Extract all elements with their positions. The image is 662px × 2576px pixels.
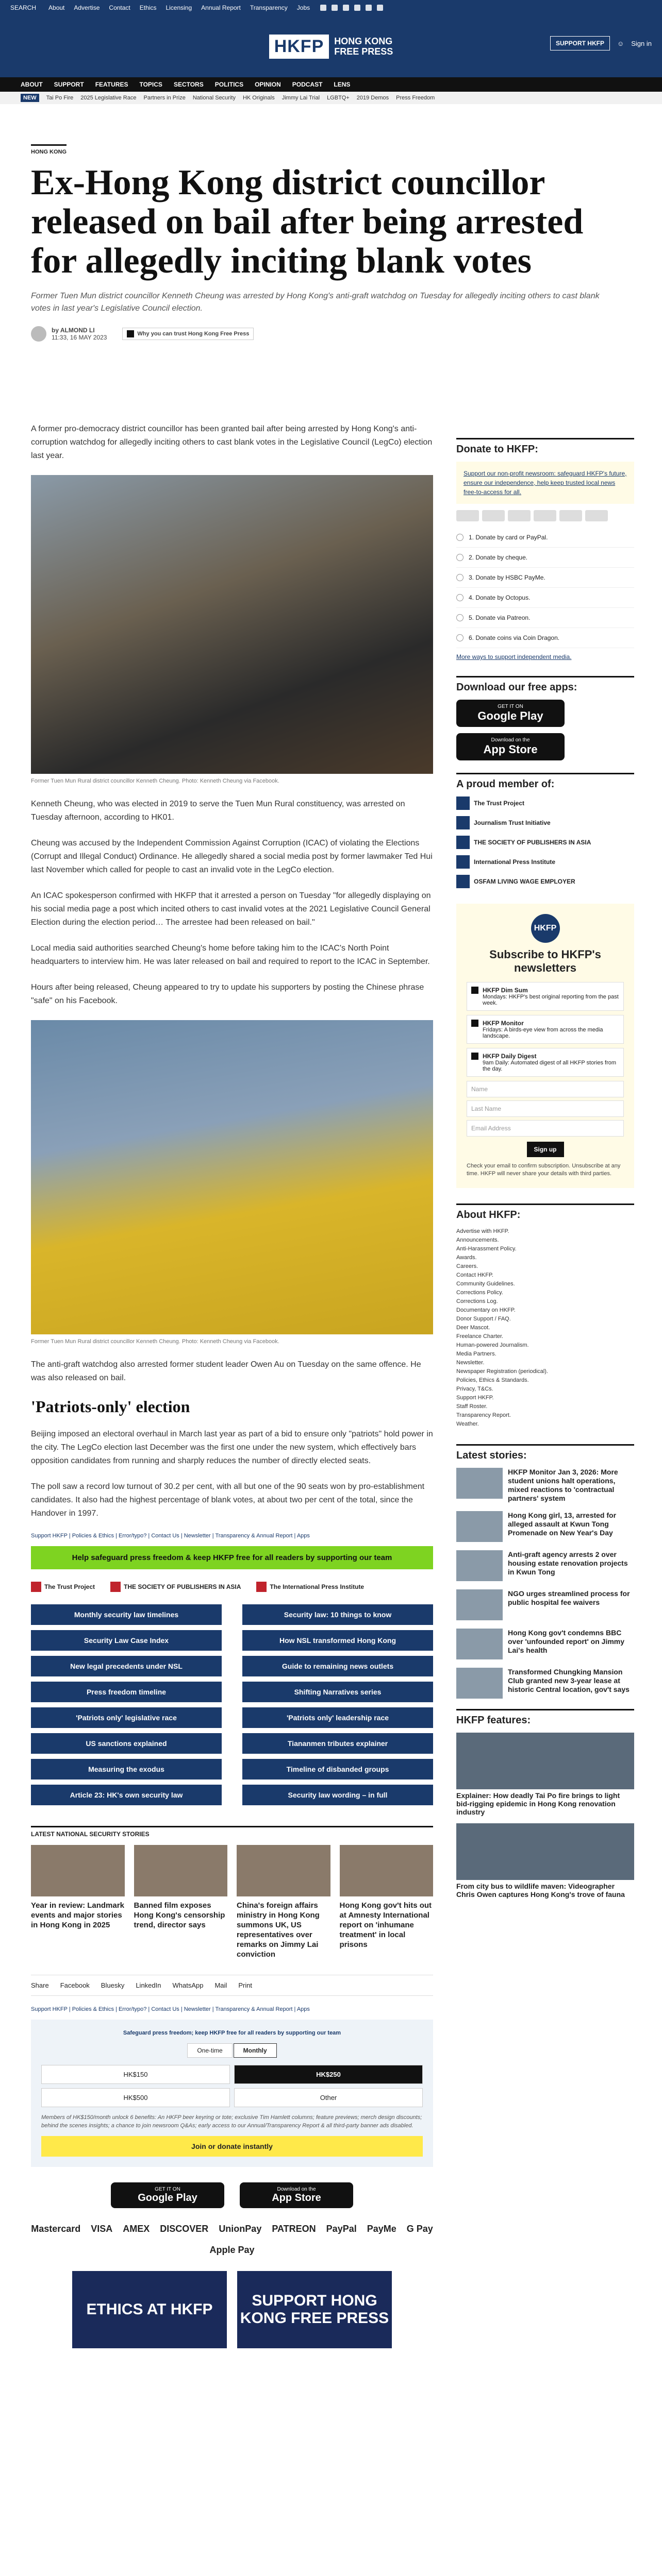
topic-button[interactable]: Guide to remaining news outlets xyxy=(242,1656,433,1676)
story-title: Hong Kong girl, 13, arrested for alleged assault at Kwun Tong Promenade on New Year's Day xyxy=(508,1511,617,1537)
payment-logo: UnionPay xyxy=(219,2224,262,2234)
article-header xyxy=(0,104,662,342)
share-bar xyxy=(31,1975,433,1996)
latest-story[interactable] xyxy=(456,1629,634,1659)
social-icons xyxy=(320,5,383,11)
about-link[interactable]: Corrections Log. xyxy=(456,1298,498,1304)
support-banner[interactable]: Help safeguard press freedom & keep HKFP free for all readers by supporting our team xyxy=(31,1546,433,1569)
features-title: HKFP features: xyxy=(456,1709,634,1726)
about-link[interactable]: Staff Roster. xyxy=(456,1403,488,1410)
newsletter-title: Subscribe to HKFP's newsletters xyxy=(489,948,601,974)
utility-link[interactable]: Advertise xyxy=(74,4,100,11)
latest-title: Latest stories: xyxy=(456,1444,634,1462)
topic-button[interactable]: Tiananmen tributes explainer xyxy=(242,1733,433,1754)
apps-title: Download our free apps: xyxy=(456,676,634,693)
checkbox-icon[interactable] xyxy=(471,1020,478,1027)
latest-story[interactable] xyxy=(456,1550,634,1581)
article-photo xyxy=(31,1020,433,1334)
byline xyxy=(31,326,631,342)
share-link[interactable]: Share xyxy=(31,1981,49,1989)
section-heading: 'Patriots-only' election xyxy=(31,1397,190,1416)
donate-option[interactable] xyxy=(456,628,634,648)
member-icon xyxy=(456,855,470,869)
story-title: HKFP Monitor Jan 3, 2026: More student unions halt operations, mixed reactions to 'contractual partners' system xyxy=(508,1468,618,1502)
donate-option-label: 2. Donate by cheque. xyxy=(469,554,528,561)
topic-button[interactable]: Press freedom timeline xyxy=(31,1682,222,1702)
donate-options xyxy=(456,528,634,648)
x-icon[interactable] xyxy=(332,5,338,11)
main-nav-item[interactable]: LENS xyxy=(334,81,351,88)
publisher-logo[interactable] xyxy=(31,1582,95,1592)
utility-link[interactable]: About xyxy=(48,4,65,11)
donate-option[interactable] xyxy=(456,588,634,608)
author-name[interactable]: by ALMOND LI xyxy=(52,327,95,334)
feature-title[interactable]: Explainer: How deadly Tai Po fire brings to light bid-rigging epidemic in Hong Kong renovation industry xyxy=(456,1791,620,1816)
article-body xyxy=(31,422,433,2348)
paragraph: Cheung was accused by the Independent Commission Against Corruption (ICAC) of violating the Elections (Corrupt and Illegal Conduct) Ordinance. He allegedly shared a social media post by former lawmaker Ted Hui last November which called for people to cast an invalid vote in the LegCo election. xyxy=(31,839,433,874)
publish-date: 11:33, 16 MAY 2023 xyxy=(52,334,107,341)
donate-tagline: Safeguard press freedom; keep HKFP free for all readers by supporting our team xyxy=(123,2030,341,2036)
support-promo-banner[interactable]: SUPPORT HONG KONG FREE PRESS xyxy=(237,2271,392,2348)
trending-link[interactable]: National Security xyxy=(192,95,236,101)
donate-title: Donate to HKFP: xyxy=(456,438,634,455)
donate-option[interactable] xyxy=(456,548,634,568)
publisher-logo[interactable] xyxy=(256,1582,364,1592)
story-thumbnail xyxy=(340,1845,434,1896)
story-thumbnail xyxy=(456,1629,503,1659)
topic-button[interactable]: Article 23: HK's own security law xyxy=(31,1785,222,1805)
more-ways-link[interactable]: More ways to support independent media. xyxy=(456,653,572,660)
about-link[interactable]: Donor Support / FAQ. xyxy=(456,1316,511,1322)
story-title: Anti-graft agency arrests 2 over housing estate renovation projects in Kwun Tong xyxy=(508,1550,628,1576)
share-link[interactable]: Bluesky xyxy=(101,1981,125,1989)
story-title: Hong Kong gov't condemns BBC over 'unfounded report' on Jimmy Lai's health xyxy=(508,1629,625,1654)
latest-story[interactable] xyxy=(456,1589,634,1620)
story-thumbnail xyxy=(31,1845,125,1896)
story-card[interactable] xyxy=(134,1845,228,1959)
story-card[interactable] xyxy=(31,1845,125,1959)
about-link[interactable]: Anti-Harassment Policy. xyxy=(456,1246,517,1252)
trending-link[interactable]: LGBTQ+ xyxy=(327,95,350,101)
newsletter-name: HKFP Monitor xyxy=(483,1020,524,1027)
story-thumbnail xyxy=(456,1550,503,1581)
radio-icon xyxy=(456,634,464,641)
main-nav xyxy=(0,77,662,92)
story-title: China's foreign affairs ministry in Hong Kong summons UK, US representatives over remarks on Jimmy Lai conviction xyxy=(237,1901,320,1959)
card-icons xyxy=(456,510,634,521)
footer-links[interactable]: Support HKFP | Policies & Ethics | Error/typo? | Contact Us | Newsletter | Transparency & Annual Report | Apps xyxy=(31,2006,310,2012)
about-link[interactable]: Advertise with HKFP. xyxy=(456,1228,509,1234)
topic-button[interactable]: 'Patriots only' leadership race xyxy=(242,1707,433,1728)
topic-button[interactable]: Security law: 10 things to know xyxy=(242,1604,433,1625)
linkedin-icon[interactable] xyxy=(366,5,372,11)
email-field[interactable]: Email Address xyxy=(467,1120,624,1137)
about-link[interactable]: Careers. xyxy=(456,1263,478,1269)
publisher-logos xyxy=(31,1582,433,1592)
member-icon xyxy=(456,836,470,849)
topic-button[interactable]: Monthly security law timelines xyxy=(31,1604,222,1625)
story-title: Hong Kong gov't hits out at Amnesty International report on 'inhumane treatment' in local prisons xyxy=(339,1901,432,1949)
story-thumbnail xyxy=(237,1845,330,1896)
donate-option-label: 6. Donate coins via Coin Dragon. xyxy=(469,634,560,641)
ethics-banner[interactable]: ETHICS AT HKFP xyxy=(72,2271,227,2348)
latest-heading: LATEST NATIONAL SECURITY STORIES xyxy=(31,1826,433,1838)
story-title: Banned film exposes Hong Kong's censorship trend, director says xyxy=(134,1901,225,1929)
feature-title[interactable]: From city bus to wildlife maven: Videographer Chris Owen captures Hong Kong's trove of fauna xyxy=(456,1882,625,1899)
story-thumbnail xyxy=(456,1589,503,1620)
utility-link[interactable]: Jobs xyxy=(296,4,310,11)
about-link[interactable]: Support HKFP. xyxy=(456,1395,494,1401)
topic-grid xyxy=(31,1604,433,1805)
trending-link[interactable]: HK Originals xyxy=(242,95,275,101)
publisher-icon xyxy=(31,1582,41,1592)
signup-button[interactable]: Sign up xyxy=(527,1142,564,1157)
newsletter-signup xyxy=(456,904,634,1188)
radio-icon xyxy=(456,534,464,541)
donate-option-label: 5. Donate via Patreon. xyxy=(469,614,531,621)
photo-caption: Former Tuen Mun Rural district councillor Kenneth Cheung. Photo: Kenneth Cheung via Facebook. xyxy=(31,778,279,784)
paragraph: Beijing imposed an electoral overhaul in March last year as part of a bid to ensure only "patriots" hold power in the city. The LegCo election last December was the first one under the new system, which effectively bars opposition candidates from running and sharply reduces the number of directly elected seats. xyxy=(31,1430,433,1465)
trust-badge[interactable]: Why you can trust Hong Kong Free Press xyxy=(122,328,254,340)
story-card[interactable] xyxy=(340,1845,434,1959)
story-thumbnail xyxy=(456,1468,503,1499)
donate-option[interactable] xyxy=(456,568,634,588)
topic-button[interactable]: Security law wording – in full xyxy=(242,1785,433,1805)
publisher-name: THE SOCIETY OF PUBLISHERS IN ASIA xyxy=(124,1583,241,1590)
sidebar-app-store[interactable]: Download on the App Store xyxy=(456,733,565,760)
trending-link[interactable]: Partners in Prize xyxy=(143,95,186,101)
trending-link[interactable]: Tai Po Fire xyxy=(46,95,74,101)
member-icon xyxy=(456,875,470,888)
instagram-icon[interactable] xyxy=(343,5,349,11)
donate-option-label: 1. Donate by card or PayPal. xyxy=(469,534,548,541)
category-label[interactable]: HONG KONG xyxy=(31,144,67,155)
new-badge: NEW xyxy=(21,94,39,102)
donate-option[interactable] xyxy=(456,528,634,548)
latest-story[interactable] xyxy=(456,1668,634,1699)
paragraph: An ICAC spokesperson confirmed with HKFP that it arrested a person on Tuesday "for allegedly displaying on his social media page a post which incited others to cast invalid votes at the 2021 Legislative Council General Election during the election period… The arrestee had been released on bail." xyxy=(31,891,431,927)
amount-option[interactable]: HK$150 xyxy=(41,2065,230,2084)
share-link[interactable]: WhatsApp xyxy=(172,1981,204,1989)
share-link[interactable]: LinkedIn xyxy=(136,1981,161,1989)
topic-button[interactable]: Shifting Narratives series xyxy=(242,1682,433,1702)
radio-icon xyxy=(456,574,464,581)
checkbox-icon[interactable] xyxy=(471,1053,478,1060)
payment-logo: Mastercard xyxy=(31,2224,81,2234)
sidebar-google-play[interactable]: GET IT ON Google Play xyxy=(456,700,565,727)
paragraph: Local media said authorities searched Cheung's home before taking him to the ICAC's North Point headquarters to interview him. He was later released on bail and required to report to the ICAC in September. xyxy=(31,944,430,966)
main-nav-item[interactable]: FEATURES xyxy=(95,81,128,88)
about-link[interactable]: Documentary on HKFP. xyxy=(456,1307,516,1313)
topic-button[interactable]: Measuring the exodus xyxy=(31,1759,222,1780)
donate-widget xyxy=(31,2020,433,2167)
frequency-toggle xyxy=(41,2043,423,2058)
latest-story[interactable] xyxy=(456,1511,634,1542)
feature-stories xyxy=(456,1733,634,1899)
publisher-name: The International Press Institute xyxy=(270,1583,365,1590)
member-logo[interactable] xyxy=(456,875,634,888)
newsletter-option[interactable] xyxy=(467,982,624,1011)
rss-icon[interactable] xyxy=(377,5,383,11)
site-logo[interactable]: HKFP HONG KONG FREE PRESS xyxy=(269,35,393,59)
donate-option[interactable] xyxy=(456,608,634,628)
members-benefits: Members of HK$150/month unlock 6 benefits: An HKFP beer keyring or tote; exclusive Tim Hamlett columns; feature previews; merch design discounts; behind the scenes insights; a chance to join newsroom Q&As; early access to our Annual/Transparency Report & all third-party banner ads disabled. xyxy=(41,2114,422,2129)
about-title: About HKFP: xyxy=(456,1204,634,1221)
member-name: Journalism Trust Initiative xyxy=(474,819,551,826)
topic-button[interactable]: 'Patriots only' legislative race xyxy=(31,1707,222,1728)
about-link[interactable]: Awards. xyxy=(456,1255,477,1261)
member-logo[interactable] xyxy=(456,816,634,829)
topic-button[interactable]: Timeline of disbanded groups xyxy=(242,1759,433,1780)
join-button[interactable]: Join or donate instantly xyxy=(41,2136,423,2157)
about-link[interactable]: Policies, Ethics & Standards. xyxy=(456,1377,529,1383)
about-link[interactable]: Transparency Report. xyxy=(456,1412,511,1418)
paragraph: The poll saw a record low turnout of 30.2 per cent, with all but one of the 90 seats won by pro-establishment candidates. It also had the highest percentage of blank votes, at about two per cent of the total, since the Handover in 1997. xyxy=(31,1482,425,1518)
main-nav-item[interactable]: SECTORS xyxy=(173,81,204,88)
hkfp-badge: HKFP xyxy=(531,914,560,943)
newsletter-desc: Fridays: A birds-eye view from across the media landscape. xyxy=(483,1027,603,1039)
about-link[interactable]: Weather. xyxy=(456,1421,479,1427)
monthly-tab[interactable]: Monthly xyxy=(234,2043,277,2058)
article-title: Ex-Hong Kong district councillor released on bail after being arrested for allegedly inciting blank votes xyxy=(31,163,584,281)
main-nav-item[interactable]: SUPPORT xyxy=(54,81,84,88)
photo-caption: Former Tuen Mun Rural district councillor Kenneth Cheung. Photo: Kenneth Cheung via Facebook. xyxy=(31,1338,279,1345)
story-title: Year in review: Landmark events and major stories in Hong Kong in 2025 xyxy=(31,1901,124,1929)
one-time-tab[interactable]: One-time xyxy=(187,2043,232,2058)
payment-logo: PATREON xyxy=(272,2224,316,2234)
share-link[interactable]: Print xyxy=(238,1981,253,1989)
youtube-icon[interactable] xyxy=(354,5,360,11)
story-title: NGO urges streamlined process for public hospital fee waivers xyxy=(508,1589,630,1606)
feature-image[interactable] xyxy=(456,1733,634,1789)
donate-option-label: 4. Donate by Octopus. xyxy=(469,594,531,601)
publisher-icon xyxy=(256,1582,267,1592)
support-hkfp-button[interactable]: SUPPORT HKFP xyxy=(550,36,610,50)
payment-logo: PayPal xyxy=(326,2224,357,2234)
newsletter-name: HKFP Dim Sum xyxy=(483,987,528,994)
author-avatar xyxy=(31,326,46,342)
google-play-button[interactable]: GET IT ON Google Play xyxy=(111,2182,224,2208)
story-thumbnail xyxy=(456,1668,503,1699)
feature-image[interactable] xyxy=(456,1823,634,1880)
paragraph: The anti-graft watchdog also arrested former student leader Owen Au on Tuesday on the same offence. He was also released on bail. xyxy=(31,1360,421,1382)
about-link[interactable]: Newsletter. xyxy=(456,1360,485,1366)
topic-button[interactable]: How NSL transformed Hong Kong xyxy=(242,1630,433,1651)
article-excerpt: Former Tuen Mun district councillor Kenneth Cheung was arrested by Hong Kong's anti-graft watchdog on Tuesday for allegedly inciting others to cast blank votes in last year's Legislative Council election. xyxy=(31,292,600,313)
payment-logo: PayMe xyxy=(367,2224,396,2234)
utility-nav xyxy=(48,4,310,11)
member-name: The Trust Project xyxy=(474,800,525,807)
newsletter-desc: 9am Daily: Automated digest of all HKFP stories from the day. xyxy=(483,1060,617,1072)
main-nav-item[interactable]: ABOUT xyxy=(21,81,43,88)
about-list xyxy=(456,1227,634,1429)
amount-options xyxy=(41,2065,423,2107)
story-title: Transformed Chungking Mansion Club granted new 3-year lease at historic Central location, gov't says xyxy=(508,1668,630,1693)
trending-link[interactable]: Jimmy Lai Trial xyxy=(282,95,320,101)
share-link[interactable]: Mail xyxy=(214,1981,227,1989)
top-utility-bar xyxy=(0,0,662,15)
newsletter-option[interactable] xyxy=(467,1015,624,1044)
utility-link[interactable]: Contact xyxy=(109,4,130,11)
about-link[interactable]: Newspaper Registration (periodical). xyxy=(456,1368,548,1375)
utility-link[interactable]: Transparency xyxy=(250,4,288,11)
app-store-buttons xyxy=(31,2182,433,2208)
trending-nav xyxy=(0,92,662,104)
donate-text: Support our non-profit newsroom: safeguard HKFP's future, ensure our independence, help keep trusted local news free-to-access for all. xyxy=(456,462,634,504)
newsletter-option[interactable] xyxy=(467,1048,624,1077)
topic-button[interactable]: New legal precedents under NSL xyxy=(31,1656,222,1676)
member-logo[interactable] xyxy=(456,855,634,869)
radio-icon xyxy=(456,594,464,601)
topic-button[interactable]: Security Law Case Index xyxy=(31,1630,222,1651)
promo-banners xyxy=(31,2271,433,2348)
member-logo[interactable] xyxy=(456,836,634,849)
sidebar xyxy=(456,438,634,1906)
payment-logo: Apple Pay xyxy=(209,2245,255,2255)
utility-link[interactable]: Licensing xyxy=(166,4,192,11)
utility-link[interactable]: Ethics xyxy=(139,4,157,11)
paragraph: A former pro-democracy district councillor has been granted bail after being arrested by Hong Kong's anti-corruption watchdog for allegedly inciting others to cast blank votes in the Legislative Council (LegCo) election last year. xyxy=(31,425,433,460)
latest-security-stories xyxy=(31,1826,433,1959)
about-link[interactable]: Privacy, T&Cs. xyxy=(456,1386,493,1392)
about-link[interactable]: Freelance Charter. xyxy=(456,1333,504,1340)
radio-icon xyxy=(456,614,464,621)
about-link[interactable]: Deer Mascot. xyxy=(456,1325,490,1331)
publisher-icon xyxy=(110,1582,121,1592)
main-nav-item[interactable]: PODCAST xyxy=(292,81,323,88)
about-link[interactable]: Announcements. xyxy=(456,1237,499,1243)
main-nav-item[interactable]: OPINION xyxy=(255,81,281,88)
article-photo xyxy=(31,475,433,774)
facebook-icon[interactable] xyxy=(320,5,326,11)
member-name: International Press Institute xyxy=(474,858,556,866)
last-name-field[interactable]: Last Name xyxy=(467,1100,624,1117)
payment-logo: DISCOVER xyxy=(160,2224,209,2234)
newsletter-desc: Mondays: HKFP's best original reporting from the past week. xyxy=(483,994,619,1006)
about-link[interactable]: Media Partners. xyxy=(456,1351,496,1357)
newsletter-name: HKFP Daily Digest xyxy=(483,1053,537,1060)
payment-logo: VISA xyxy=(91,2224,113,2234)
member-name: THE SOCIETY OF PUBLISHERS IN ASIA xyxy=(474,839,591,846)
story-thumbnail xyxy=(456,1511,503,1542)
topic-button[interactable]: US sanctions explained xyxy=(31,1733,222,1754)
about-link[interactable]: Corrections Policy. xyxy=(456,1290,503,1296)
amount-option[interactable]: HK$500 xyxy=(41,2088,230,2107)
user-icon[interactable]: ☺ xyxy=(617,39,624,47)
footer-links[interactable]: Support HKFP | Policies & Ethics | Error/typo? | Contact Us | Newsletter | Transparency & Annual Report | Apps xyxy=(31,1533,310,1539)
search-link[interactable]: SEARCH xyxy=(10,4,37,11)
site-header xyxy=(0,15,662,77)
about-link[interactable]: Human-powered Journalism. xyxy=(456,1342,529,1348)
publisher-logo[interactable] xyxy=(110,1582,241,1592)
newsletter-note: Check your email to confirm subscription. Unsubscribe at any time. HKFP will never share your details with third parties. xyxy=(467,1163,621,1177)
payment-logo: AMEX xyxy=(123,2224,150,2234)
payment-logo: G Pay xyxy=(406,2224,433,2234)
utility-link[interactable]: Annual Report xyxy=(201,4,241,11)
trending-link[interactable]: 2019 Demos xyxy=(356,95,389,101)
payment-methods xyxy=(31,2224,433,2256)
trending-link[interactable]: 2025 Legislative Race xyxy=(80,95,137,101)
about-link[interactable]: Contact HKFP. xyxy=(456,1272,493,1278)
donate-option-label: 3. Donate by HSBC PayMe. xyxy=(469,574,545,581)
story-card[interactable] xyxy=(237,1845,330,1959)
story-thumbnail xyxy=(134,1845,228,1896)
member-logo[interactable] xyxy=(456,796,634,810)
checkbox-icon[interactable] xyxy=(471,987,478,994)
trust-project-icon xyxy=(127,330,134,337)
amount-option[interactable]: HK$250 xyxy=(234,2065,423,2084)
main-nav-item[interactable]: TOPICS xyxy=(139,81,162,88)
main-nav-item[interactable]: POLITICS xyxy=(214,81,244,88)
amount-option[interactable]: Other xyxy=(234,2088,423,2107)
app-store-button[interactable]: Download on the App Store xyxy=(240,2182,353,2208)
radio-icon xyxy=(456,554,464,561)
publisher-name: The Trust Project xyxy=(44,1583,95,1590)
member-icon xyxy=(456,816,470,829)
latest-story[interactable] xyxy=(456,1468,634,1503)
member-icon xyxy=(456,796,470,810)
member-title: A proud member of: xyxy=(456,773,634,790)
paragraph: Kenneth Cheung, who was elected in 2019 to serve the Tuen Mun Rural constituency, was arrested on Tuesday afternoon, according to HK01. xyxy=(31,800,405,822)
share-link[interactable]: Facebook xyxy=(60,1981,90,1989)
name-field[interactable]: Name xyxy=(467,1081,624,1097)
about-link[interactable]: Community Guidelines. xyxy=(456,1281,515,1287)
paragraph: Hours after being released, Cheung appeared to try to update his supporters by posting the Chinese phrase "safe" on his Facebook. xyxy=(31,983,424,1005)
member-name: OSFAM LIVING WAGE EMPLOYER xyxy=(474,878,575,885)
latest-stories xyxy=(456,1468,634,1699)
trending-link[interactable]: Press Freedom xyxy=(396,95,435,101)
signin-link[interactable]: Sign in xyxy=(631,39,652,47)
member-logos xyxy=(456,796,634,888)
